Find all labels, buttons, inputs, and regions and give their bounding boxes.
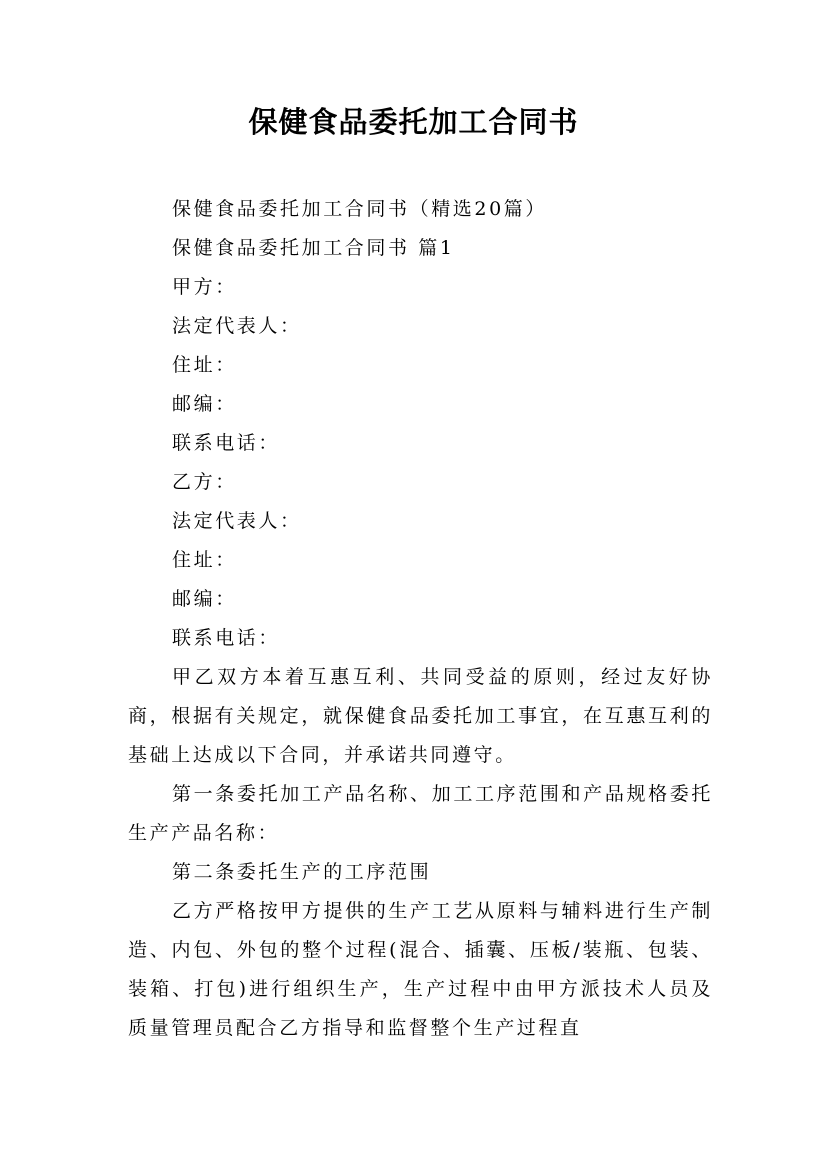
party-a-representative: 法定代表人：: [172, 315, 302, 337]
intro-paragraph: 甲乙双方本着互惠互利、共同受益的原则，经过友好协商，根据有关规定，就保健食品委托加工事宜，在互惠互利的基础上达成以下合同，并承诺共同遵守。: [128, 666, 713, 766]
document-title: 保健食品委托加工合同书: [248, 105, 579, 139]
party-b-postcode: 邮编：: [172, 588, 237, 610]
document-body: [128, 190, 713, 1048]
section-heading: 保健食品委托加工合同书 篇1: [172, 237, 455, 259]
article-one-paragraph: 第一条委托加工产品名称、加工工序范围和产品规格委托生产产品名称：: [128, 783, 713, 844]
party-b-representative: 法定代表人：: [172, 510, 302, 532]
party-b-label: 乙方：: [172, 471, 237, 493]
article-two-paragraph: 乙方严格按甲方提供的生产工艺从原料与辅料进行生产制造、内包、外包的整个过程(混合、插囊、压板/装瓶、包装、装箱、打包)进行组织生产，生产过程中由甲方派技术人员及质量管理员配合乙方指导和监督整个生产过程直: [128, 900, 713, 1039]
party-a-address: 住址：: [172, 354, 237, 376]
party-a-phone: 联系电话：: [172, 432, 281, 454]
subtitle-line: 保健食品委托加工合同书（精选20篇）: [172, 198, 547, 220]
party-a-label: 甲方：: [172, 276, 237, 298]
article-two-heading: 第二条委托生产的工序范围: [172, 861, 432, 883]
party-a-postcode: 邮编：: [172, 393, 237, 415]
party-b-address: 住址：: [172, 549, 237, 571]
party-b-phone: 联系电话：: [172, 627, 281, 649]
